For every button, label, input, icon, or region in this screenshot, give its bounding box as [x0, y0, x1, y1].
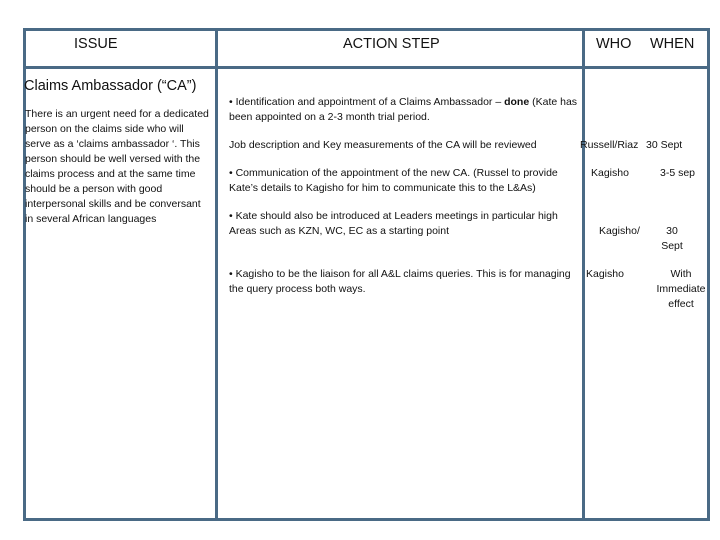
action-item-5: • Kagisho to be the liaison for all A&L claims queries. This is for managing the query process both ways.: [229, 268, 571, 295]
when-item-4: 30 Sept: [661, 225, 683, 252]
when-item-3: 3-5 sep: [660, 167, 696, 179]
table-border-top: [23, 28, 710, 31]
header-when: WHEN: [650, 36, 695, 52]
issue-description: There is an urgent need for a dedicated person on the claims side who will serve as a ‘claims ambassador ‘. This person should be well versed with the claims process and at the same time should be a person with good interpersonal skills and be conversant in several African languages: [25, 108, 209, 225]
action-item-1: [229, 95, 579, 125]
action-item-1-prefix: • Identification and appointment of a Claims Ambassador –: [229, 96, 505, 108]
header-issue: ISSUE: [74, 36, 118, 52]
table-border-left: [23, 28, 26, 521]
who-item-2: Russell/Riaz: [580, 139, 639, 151]
issue-title: Claims Ambassador (“CA”): [24, 78, 197, 94]
action-item-1-status: done: [504, 96, 530, 108]
header-who: WHO: [596, 36, 632, 52]
header-divider: [23, 66, 710, 69]
column-divider-issue: [215, 28, 218, 521]
who-item-4: Kagisho/: [599, 225, 640, 237]
who-item-5: Kagisho: [586, 268, 624, 280]
action-item-2: Job description and Key measurements of the CA will be reviewed: [229, 139, 537, 151]
who-item-3: Kagisho: [591, 167, 629, 179]
action-item-4: • Kate should also be introduced at Leaders meetings in particular high Areas such as KZN, WC, EC as a starting point: [229, 210, 558, 237]
when-item-2: 30 Sept: [646, 139, 683, 151]
header-action-step: ACTION STEP: [343, 36, 440, 52]
table-border-bottom: [23, 518, 710, 521]
action-item-1-suffix: (Kate has been appointed on a 2-3 month trial period.: [229, 96, 578, 123]
when-item-5: With Immediate effect: [656, 268, 706, 310]
action-item-3: • Communication of the appointment of the new CA. (Russel to provide Kate’s details to Kagisho for him to communicate this to the L&As): [229, 167, 558, 194]
